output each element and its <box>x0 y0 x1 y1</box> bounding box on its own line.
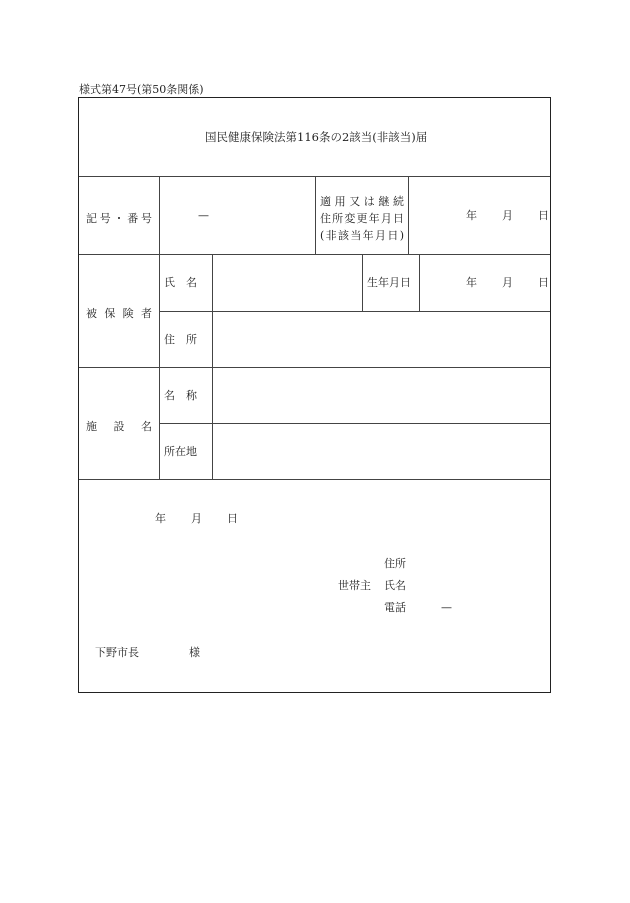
label-char: 保 <box>104 307 116 320</box>
birth-date-label: 生年月日 <box>367 276 411 289</box>
form-title: 国民健康保険法第116条の2該当(非該当)届 <box>205 130 428 144</box>
label-char: 被 <box>86 307 97 320</box>
submit-day: 日 <box>227 512 238 525</box>
submit-month: 月 <box>191 512 202 525</box>
date-year: 年 <box>466 209 477 222</box>
label-char: 険 <box>122 307 134 320</box>
applicant-phone-separator: — <box>441 601 452 614</box>
householder-label: 世帯主 <box>338 579 371 592</box>
divider <box>419 254 420 311</box>
insured-name-label: 氏 名 <box>164 276 197 289</box>
form-number: 様式第47号(第50条関係) <box>79 83 204 96</box>
insured-person-label <box>86 305 152 321</box>
submit-year: 年 <box>155 512 166 525</box>
application-date-label: 適用又は継続 住所変更年月日 (非該当年月日) <box>320 195 404 242</box>
label-char: 設 <box>113 420 125 433</box>
divider <box>79 367 550 368</box>
date-day: 日 <box>538 209 549 222</box>
applicant-phone-label: 電話 <box>384 601 406 614</box>
birth-month: 月 <box>502 276 513 289</box>
facility-location-label: 所在地 <box>164 445 197 458</box>
divider <box>315 176 316 254</box>
facility-name-field[interactable] <box>214 369 548 421</box>
label-char: 者 <box>140 307 152 320</box>
facility-name-label: 名 称 <box>164 389 197 402</box>
label-char: 名 <box>141 420 152 433</box>
divider <box>79 479 550 480</box>
divider <box>159 176 160 479</box>
label-char: 号 <box>99 212 111 225</box>
addressee-honorific: 様 <box>189 646 200 659</box>
facility-label <box>86 418 152 434</box>
label-char: 番 <box>127 212 139 225</box>
label-char: 記 <box>86 212 97 225</box>
insured-address-label: 住 所 <box>164 333 197 346</box>
divider <box>159 311 550 312</box>
insured-name-field[interactable] <box>214 258 360 308</box>
label-char: 施 <box>86 420 97 433</box>
date-month: 月 <box>502 209 513 222</box>
divider <box>408 176 409 254</box>
addressee-name: 下野市長 <box>95 646 139 659</box>
divider <box>212 254 213 479</box>
label-char: ・ <box>113 212 125 225</box>
birth-day: 日 <box>538 276 549 289</box>
divider <box>362 254 363 311</box>
applicant-name-label: 氏名 <box>384 579 406 592</box>
applicant-address-label: 住所 <box>384 557 406 570</box>
symbol-number-label <box>86 210 152 226</box>
facility-location-field[interactable] <box>214 425 548 477</box>
insured-address-field[interactable] <box>214 313 548 365</box>
label-char: 号 <box>141 212 152 225</box>
symbol-number-value[interactable]: — <box>198 209 209 222</box>
divider <box>79 254 550 255</box>
birth-year: 年 <box>466 276 477 289</box>
divider <box>159 423 550 424</box>
